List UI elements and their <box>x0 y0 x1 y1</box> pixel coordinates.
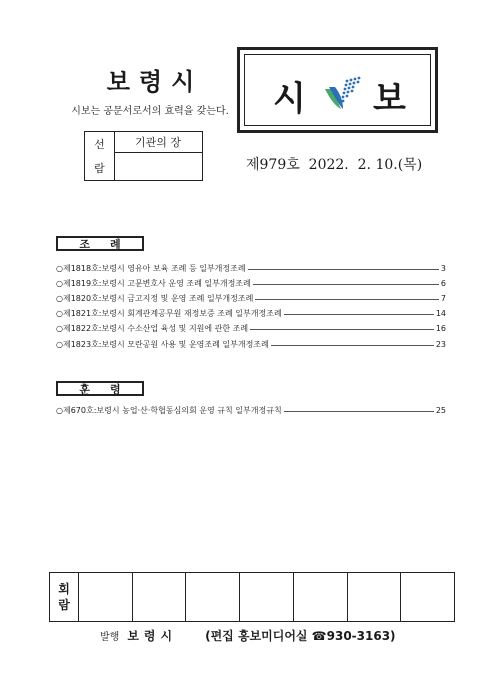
gazette-subtitle: 시보는 공문서로서의 효력을 갖는다. <box>71 106 229 117</box>
toc-item-title: ○제1823호:보령시 모란공원 사용 및 운영조례 일부개정조례 <box>56 339 269 349</box>
gazette-title-char-2: 보 <box>373 79 406 119</box>
review-cell[interactable] <box>79 573 133 621</box>
circulation-table <box>84 131 203 181</box>
toc-leader <box>250 329 434 330</box>
toc-leader <box>284 411 434 412</box>
gazette-title-char-1: 시 <box>273 79 306 119</box>
gazette-title-box <box>237 47 438 133</box>
toc-item[interactable] <box>56 338 446 350</box>
circulation-header: 기관의 장 <box>114 132 202 153</box>
toc-item-page: 25 <box>435 405 446 415</box>
toc-leader <box>253 284 439 285</box>
toc-item-page: 14 <box>435 308 446 318</box>
publisher-footer <box>100 627 420 644</box>
editor-contact: (편집 홍보미디어실 ☎930-3163) <box>205 629 396 643</box>
toc-item[interactable] <box>56 307 446 319</box>
city-title: 보령시 <box>106 68 204 96</box>
toc-item-page: 16 <box>435 323 446 333</box>
toc-item[interactable] <box>56 262 446 274</box>
review-cell[interactable] <box>401 573 454 621</box>
toc-item-title: ○제1818호:보령시 영유아 보육 조례 등 일부개정조례 <box>56 263 246 273</box>
review-cell[interactable] <box>348 573 402 621</box>
toc-item[interactable] <box>56 277 446 289</box>
toc-item-title: ○제1821호:보령시 회계관계공무원 재정보증 조례 일부개정조례 <box>56 308 282 318</box>
toc-leader <box>255 299 439 300</box>
toc-item[interactable] <box>56 292 446 304</box>
toc-item-page: 6 <box>440 278 446 288</box>
circulation-label-top: 선 <box>94 138 105 151</box>
review-table <box>49 572 455 622</box>
publisher-label: 발행 <box>100 632 120 643</box>
toc-item-title: ○제1822호:보령시 수소산업 육성 및 지원에 관한 조례 <box>56 323 249 333</box>
toc-item-title: ○제1819호:보령시 고문변호사 운영 조례 일부개정조례 <box>56 278 251 288</box>
issue-number-date: 제979호 2022. 2. 10.(목) <box>246 157 423 173</box>
toc-leader <box>271 345 434 346</box>
review-cell[interactable] <box>240 573 294 621</box>
review-cell[interactable] <box>133 573 187 621</box>
toc-leader <box>284 314 434 315</box>
circulation-label <box>85 132 115 180</box>
review-label-bottom: 람 <box>58 598 70 612</box>
toc-item[interactable] <box>56 322 446 334</box>
section-header-directives: 훈령 <box>56 381 144 396</box>
toc-item[interactable] <box>56 404 446 416</box>
toc-item-title: ○제670호:보령시 농업·산·학협동심의회 운영 규칙 일부개정규칙 <box>56 405 282 415</box>
city-logo-icon <box>323 75 363 111</box>
section-header-ordinances: 조례 <box>56 236 144 251</box>
review-label <box>50 573 79 621</box>
gazette-title-inner <box>244 54 431 126</box>
toc-item-page: 23 <box>435 339 446 349</box>
publisher-name: 보령시 <box>127 629 178 643</box>
toc-item-title: ○제1820호:보령시 금고지정 및 운영 조례 일부개정조례 <box>56 293 254 303</box>
circulation-label-bottom: 람 <box>94 162 105 175</box>
toc-leader <box>248 269 439 270</box>
review-cell[interactable] <box>294 573 348 621</box>
toc-item-page: 3 <box>440 263 446 273</box>
review-cell[interactable] <box>186 573 240 621</box>
toc-item-page: 7 <box>440 293 446 303</box>
review-label-top: 회 <box>58 582 70 596</box>
